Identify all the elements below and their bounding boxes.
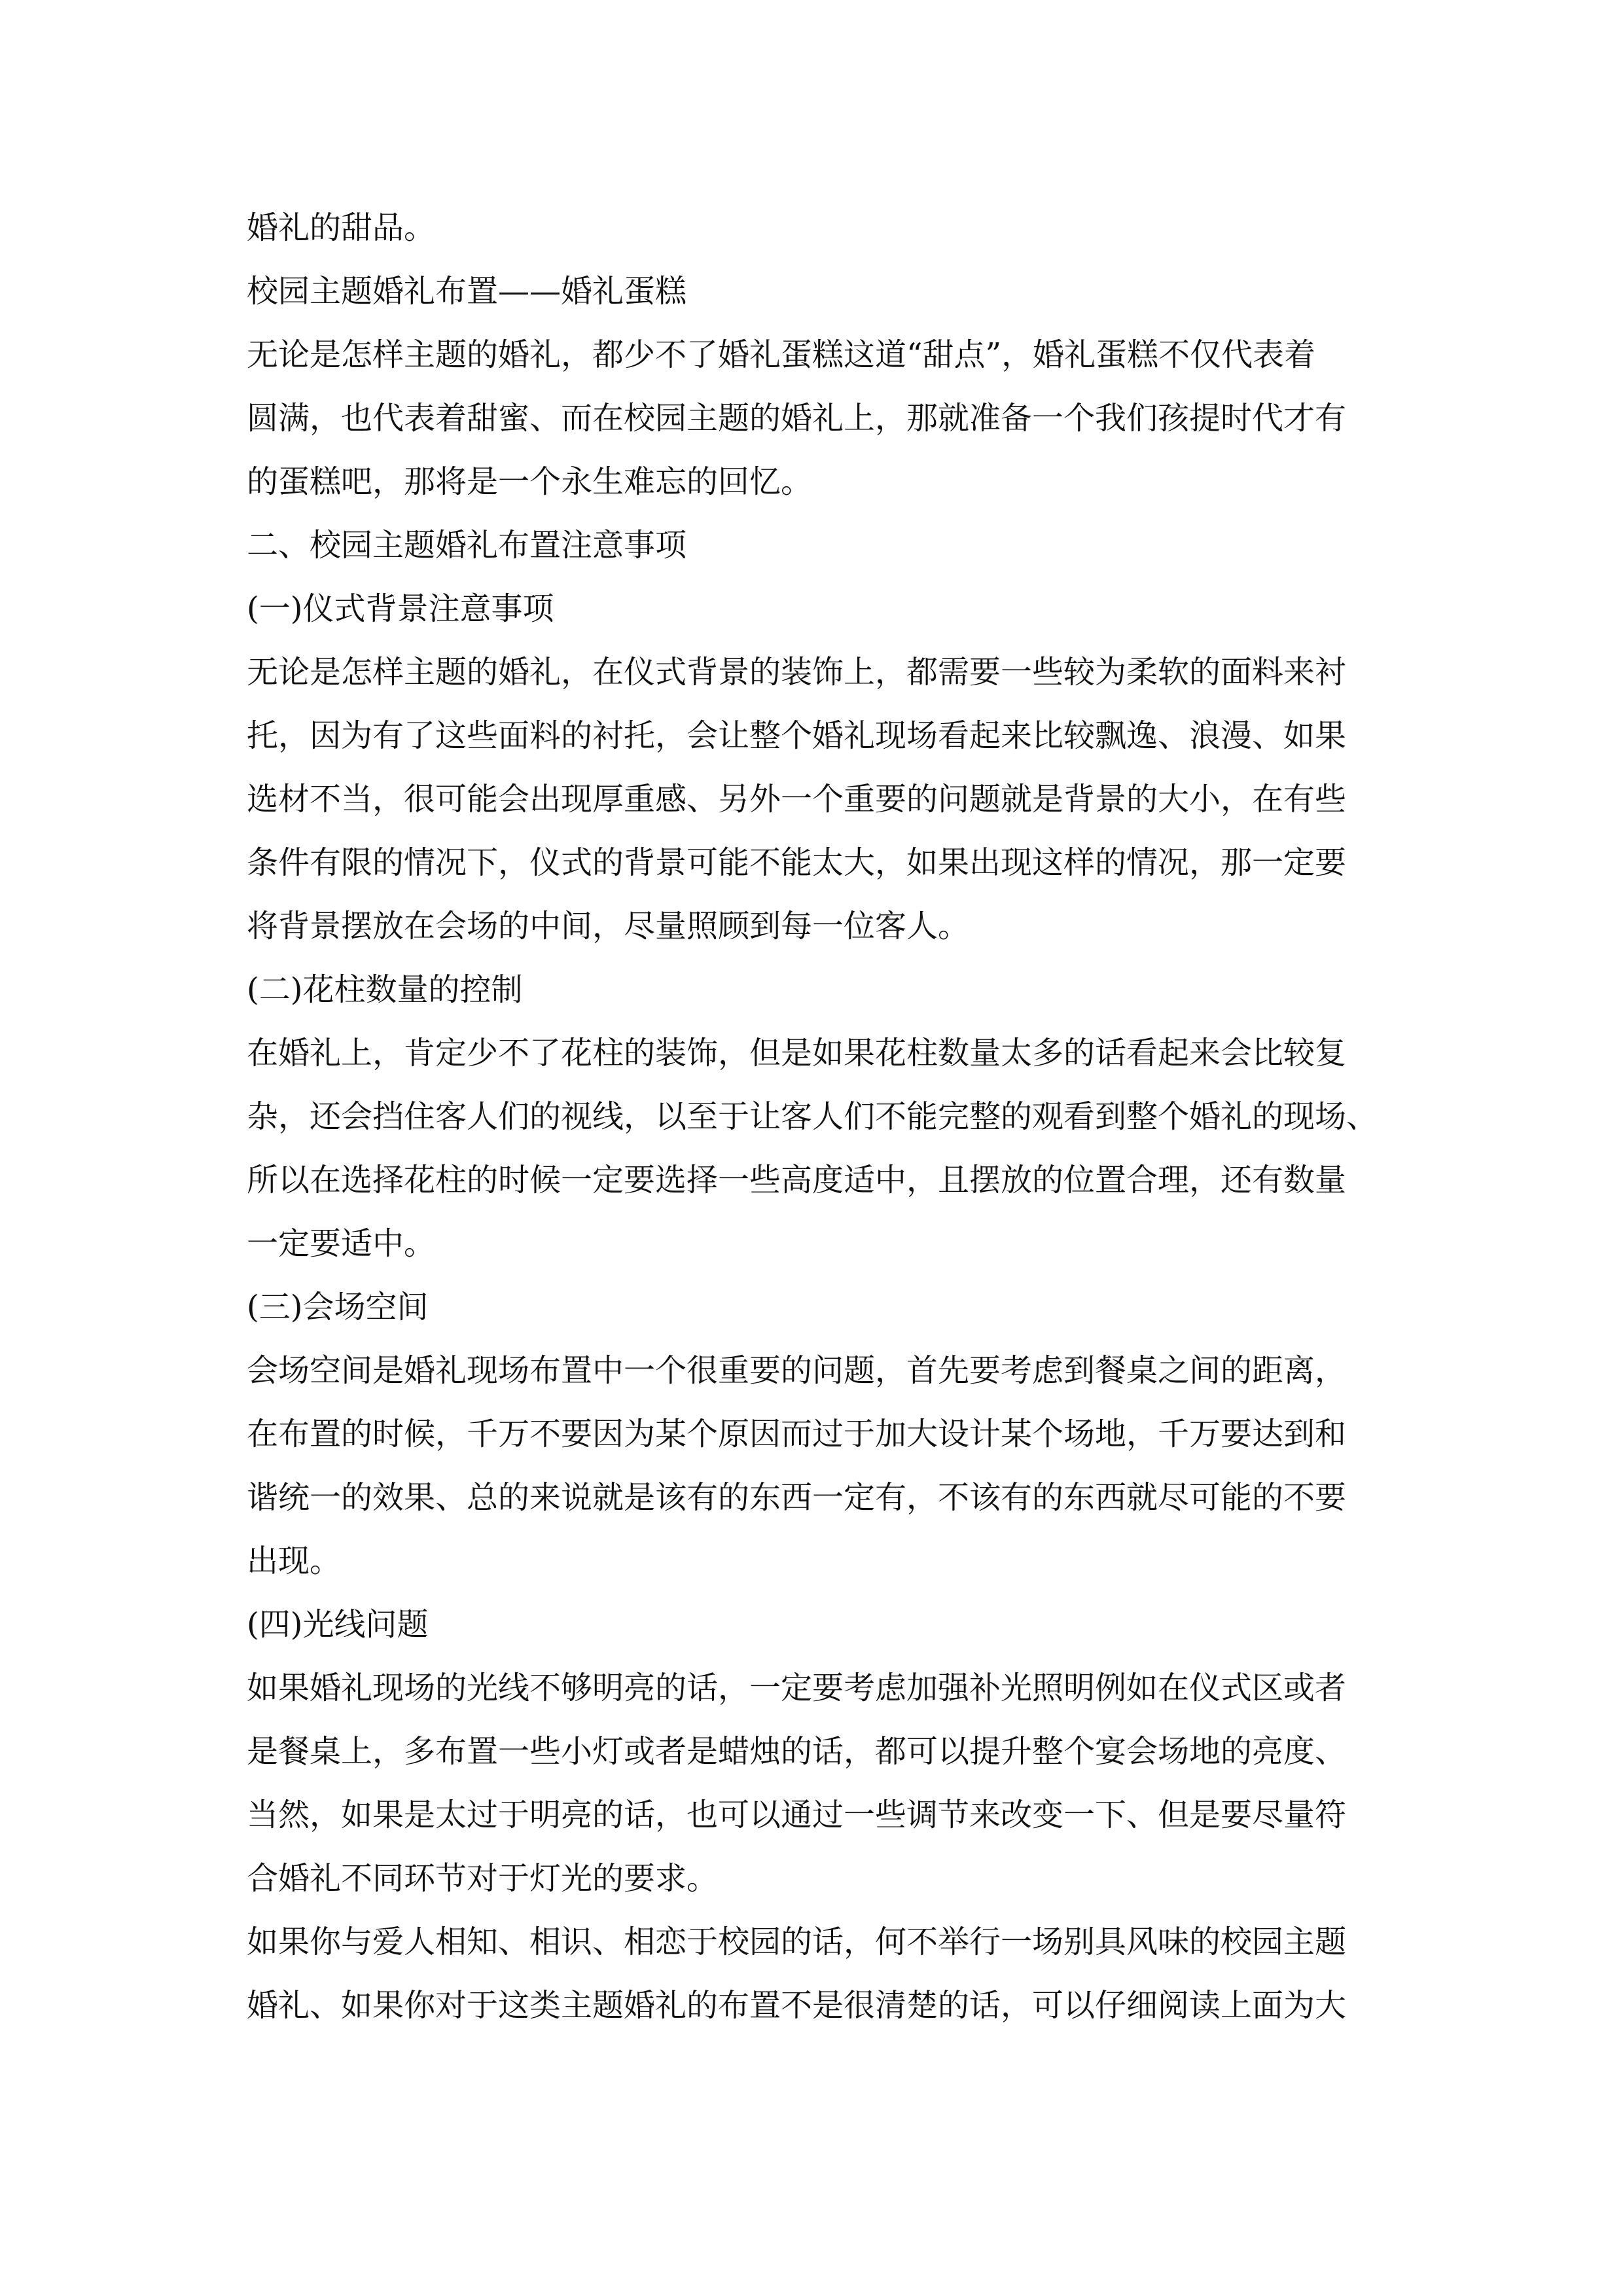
text-line: 当然，如果是太过于明亮的话，也可以通过一些调节来改变一下、但是要尽量符	[247, 1797, 1347, 1833]
text-line: 条件有限的情况下，仪式的背景可能不能太大，如果出现这样的情况，那一定要	[247, 844, 1347, 881]
subsection-heading: (三)会场空间	[247, 1289, 429, 1325]
text-line: 在婚礼上，肯定少不了花柱的装饰，但是如果花柱数量太多的话看起来会比较复	[247, 1035, 1347, 1071]
text-line: 如果婚礼现场的光线不够明亮的话，一定要考虑加强补光照明例如在仪式区或者	[247, 1670, 1347, 1706]
subsection-heading: (四)光线问题	[247, 1606, 429, 1643]
text-line: 无论是怎样主题的婚礼，都少不了婚礼蛋糕这道“甜点”，婚礼蛋糕不仅代表着	[247, 336, 1316, 373]
subsection-heading: (一)仪式背景注意事项	[247, 590, 554, 627]
text-line: 合婚礼不同环节对于灯光的要求。	[247, 1860, 719, 1897]
text-line: 如果你与爱人相知、相识、相恋于校园的话，何不举行一场别具风味的校园主题	[247, 1924, 1347, 1960]
text-line: 会场空间是婚礼现场布置中一个很重要的问题，首先要考虑到餐桌之间的距离，	[247, 1352, 1347, 1389]
text-line: 的蛋糕吧，那将是一个永生难忘的回忆。	[247, 463, 813, 500]
text-line: 选材不当，很可能会出现厚重感、另外一个重要的问题就是背景的大小，在有些	[247, 781, 1347, 817]
text-line: 托，因为有了这些面料的衬托，会让整个婚礼现场看起来比较飘逸、浪漫、如果	[247, 717, 1347, 754]
section-heading: 校园主题婚礼布置——婚礼蛋糕	[247, 273, 687, 310]
text-line: 谐统一的效果、总的来说就是该有的东西一定有，不该有的东西就尽可能的不要	[247, 1479, 1347, 1516]
subsection-heading: (二)花柱数量的控制	[247, 971, 523, 1008]
text-line: 一定要适中。	[247, 1225, 436, 1262]
text-line: 所以在选择花柱的时候一定要选择一些高度适中，且摆放的位置合理，还有数量	[247, 1162, 1347, 1198]
text-line: 婚礼、如果你对于这类主题婚礼的布置不是很清楚的话，可以仔细阅读上面为大	[247, 1987, 1347, 2024]
text-line: 圆满，也代表着甜蜜、而在校园主题的婚礼上，那就准备一个我们孩提时代才有	[247, 400, 1347, 437]
text-line: 将背景摆放在会场的中间，尽量照顾到每一位客人。	[247, 908, 970, 944]
section-heading: 二、校园主题婚礼布置注意事项	[247, 527, 687, 564]
text-line: 是餐桌上，多布置一些小灯或者是蜡烛的话，都可以提升整个宴会场地的亮度、	[247, 1733, 1347, 1770]
document-body	[247, 196, 1385, 2037]
text-line: 婚礼的甜品。	[247, 209, 436, 246]
text-line: 在布置的时候，千万不要因为某个原因而过于加大设计某个场地，千万要达到和	[247, 1416, 1347, 1452]
text-line: 杂，还会挡住客人们的视线，以至于让客人们不能完整的观看到整个婚礼的现场、	[247, 1098, 1378, 1135]
text-line: 出现。	[247, 1543, 342, 1579]
text-line: 无论是怎样主题的婚礼，在仪式背景的装饰上，都需要一些较为柔软的面料来衬	[247, 654, 1347, 691]
